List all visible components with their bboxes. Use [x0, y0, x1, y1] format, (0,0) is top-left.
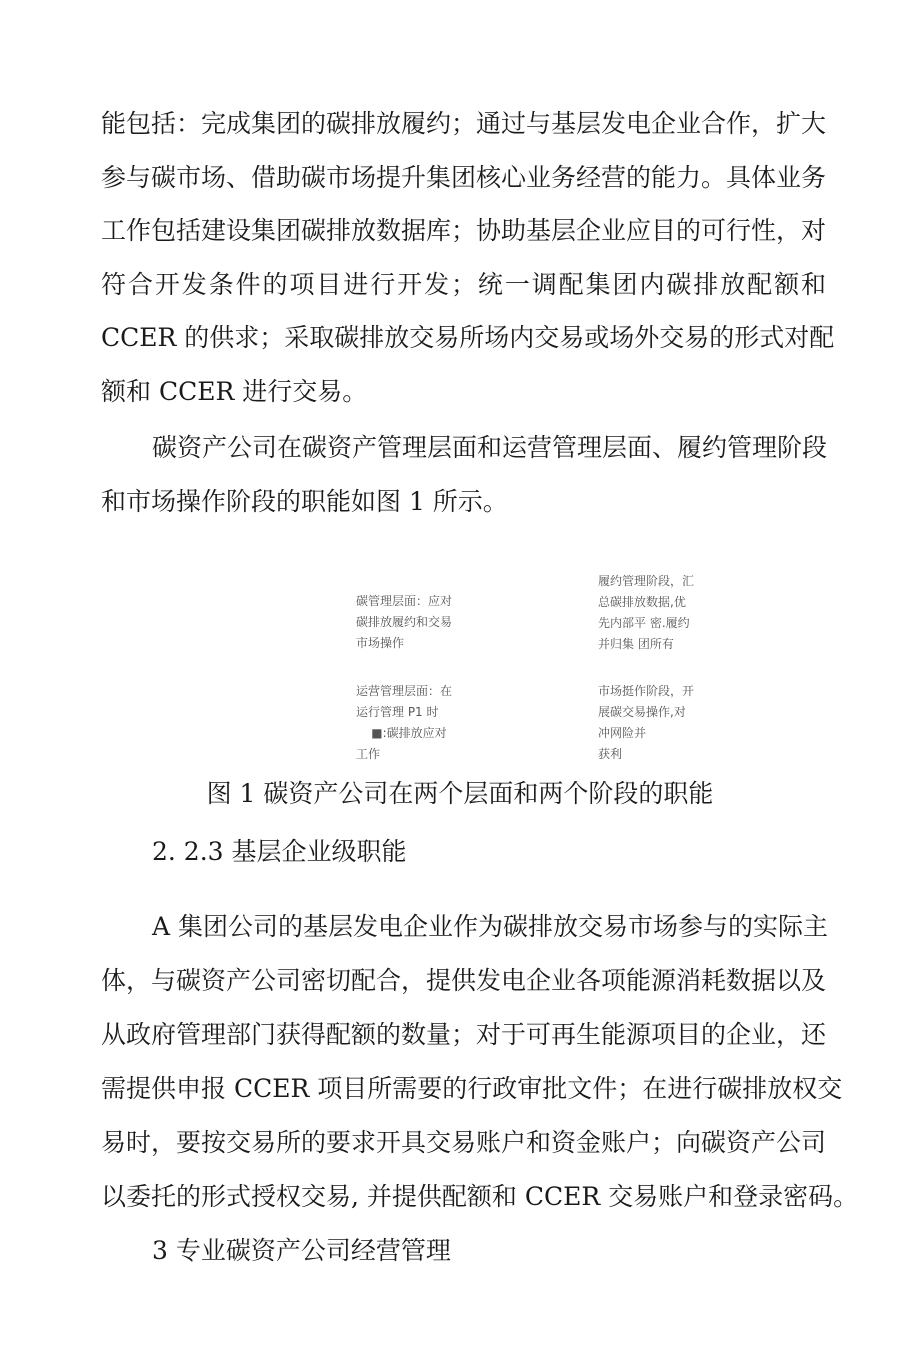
text-line: 从政府管理部门获得配额的数量；对于可再生能源项目的企业，还	[101, 1020, 827, 1049]
figure-text: 工作	[356, 747, 381, 761]
text-line: 和市场操作阶段的职能如图 1 所示。	[101, 487, 508, 516]
text-line: 体，与碳资产公司密切配合，提供发电企业各项能源消耗数据以及	[101, 966, 827, 995]
text-line: 符合开发条件的项目进行开发；统一调配集团内碳排放配额和	[101, 270, 826, 299]
figure-text: 总碳排放数据,优	[598, 595, 686, 609]
figure-text: 市场操作	[356, 636, 405, 650]
figure-text: 运行管理 P1 时	[356, 705, 439, 719]
figure-text: 履约管理阶段，汇	[598, 574, 695, 588]
text-line: 参与碳市场、借助碳市场提升集团核心业务经营的能力。具体业务	[101, 163, 827, 192]
figure-text: 碳管理层面：应对	[356, 594, 453, 608]
figure-text: ■:碳排放应对	[356, 726, 447, 740]
figure-text: 冲网险并	[598, 726, 647, 740]
text-line: 易时，要按交易所的要求开具交易账户和资金账户；向碳资产公司	[101, 1128, 827, 1157]
section-heading: 2. 2.3 基层企业级职能	[152, 837, 407, 866]
text-line: 碳资产公司在碳资产管理层面和运营管理层面、履约管理阶段	[152, 433, 828, 462]
text-line: 需提供申报 CCER 项目所需要的行政审批文件；在进行碳排放权交	[101, 1074, 843, 1103]
figure-box-operations-management	[356, 681, 452, 765]
text-line: 以委托的形式授权交易, 并提供配额和 CCER 交易账户和登录密码。	[101, 1182, 859, 1211]
figure-text: 先内部平 密.履约	[598, 616, 690, 630]
figure-box-compliance-stage	[598, 571, 694, 655]
figure-text: 展碳交易操作,对	[598, 705, 686, 719]
text-line: CCER 的供求；采取碳排放交易所场内交易或场外交易的形式对配	[101, 323, 835, 352]
figure-text: 市场挺作阶段，开	[598, 684, 695, 698]
figure-text: 碳排放履约和交易	[356, 615, 453, 629]
text-line: A 集团公司的基层发电企业作为碳排放交易市场参与的实际主	[152, 912, 829, 941]
text-line: 额和 CCER 进行交易。	[101, 377, 368, 406]
figure-text: 获利	[598, 747, 623, 761]
figure-box-carbon-management	[356, 591, 452, 654]
figure-box-market-stage	[598, 681, 694, 765]
figure-caption: 图 1 碳资产公司在两个层面和两个阶段的职能	[206, 779, 714, 808]
section-heading: 3 专业碳资产公司经营管理	[152, 1236, 451, 1265]
text-line: 工作包括建设集团碳排放数据库；协助基层企业应目的可行性，对	[101, 216, 827, 245]
text-line: 能包括：完成集团的碳排放履约；通过与基层发电企业合作，扩大	[101, 109, 827, 138]
figure-text: 运营管理层面：在	[356, 684, 453, 698]
figure-text: 并归集 团所有	[598, 637, 674, 651]
